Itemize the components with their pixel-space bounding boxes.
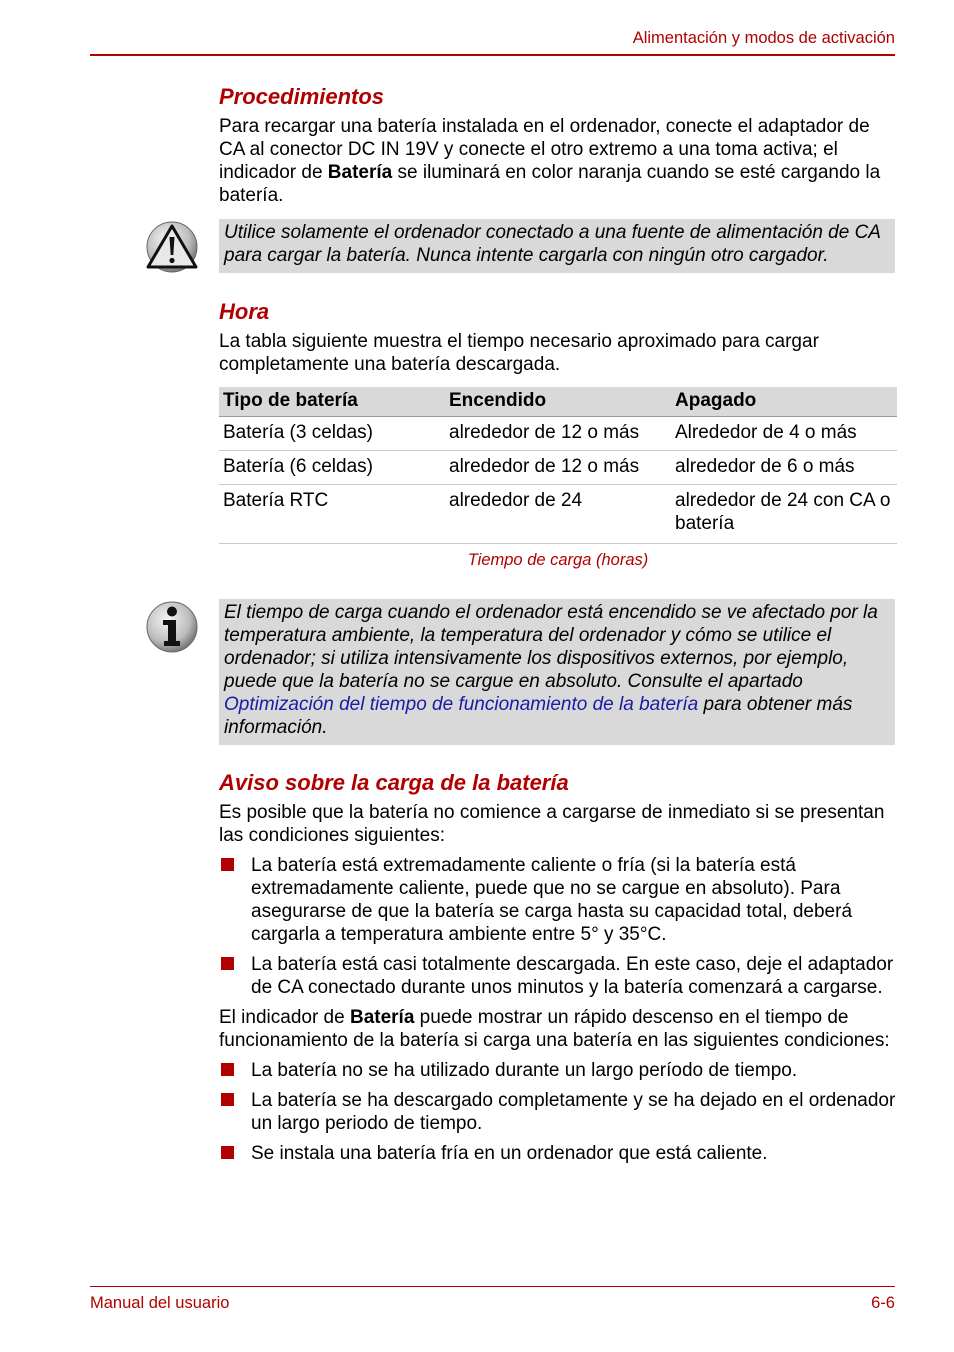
table-cell: Batería (3 celdas) (219, 417, 445, 451)
table-cell: alrededor de 12 o más (445, 417, 671, 451)
warning-note-text: Utilice solamente el ordenador conectado a una fuente de alimentación de CA para cargar la batería. Nunca intente cargarla con ningún otro cargador. (224, 222, 881, 266)
heading-procedimientos: Procedimientos (219, 84, 385, 109)
table-cell: Batería (6 celdas) (219, 451, 445, 485)
info-note (219, 599, 895, 745)
running-header: Alimentación y modos de activación (632, 29, 895, 47)
table-cell: alrededor de 24 con CA o batería (671, 485, 897, 544)
table-cell: alrededor de 6 o más (671, 451, 897, 485)
list-item: Se instala una batería fría en un ordenador que está caliente. (219, 1142, 897, 1165)
table-cell: Alrededor de 4 o más (671, 417, 897, 451)
charge-time-table (219, 387, 897, 544)
table-row (219, 485, 897, 544)
list-item: La batería está extremadamente caliente o fría (si la batería está extremadamente caliente, puede que no se cargue en absoluto). Para asegurarse de que la batería se carga hasta su capacidad total, deberá cargarla a temperatura ambiente entre 5° y 35°C. (219, 854, 897, 946)
hora-intro: La tabla siguiente muestra el tiempo necesario aproximado para cargar completamente una batería descargada. (219, 331, 819, 375)
table-cell: Batería RTC (219, 485, 445, 544)
table-header-row (219, 387, 897, 417)
table-header-cell: Apagado (671, 387, 897, 417)
table-cell: alrededor de 12 o más (445, 451, 671, 485)
procedimientos-paragraph: Para recargar una batería instalada en el ordenador, conecte el adaptador de CA al conector DC IN 19V y conecte el otro extremo a una toma activa; el indicador de Batería se iluminará en color naranja cuando se esté cargando la batería. (219, 116, 881, 206)
cross-reference-link[interactable]: Optimización del tiempo de funcionamiento de la batería (224, 694, 699, 715)
header-rule (90, 54, 895, 56)
table-row (219, 417, 897, 451)
footer-manual-title: Manual del usuario (90, 1294, 230, 1312)
square-bullet-icon (221, 1146, 234, 1159)
table-header-cell: Encendido (445, 387, 671, 417)
heading-hora: Hora (219, 299, 270, 324)
info-note-text: El tiempo de carga cuando el ordenador está encendido se ve afectado por la temperatura ambiente, la temperatura del ordenador y cómo se utilice el ordenador; si utiliza intensivamente los dispositivos externos, por ejemplo, puede que la batería no se cargue en absoluto. Consulte el apartado Optimización del tiempo de funcionamiento de la batería para obtener más información. (224, 602, 878, 738)
page-content (219, 84, 897, 1165)
aviso-intro: Es posible que la batería no comience a cargarse de inmediato si se presentan las condiciones siguientes: (219, 802, 885, 846)
list-item: La batería está casi totalmente descargada. En este caso, deje el adaptador de CA conectado durante unos minutos y la batería comenzará a cargarse. (219, 953, 897, 999)
square-bullet-icon (221, 1093, 234, 1106)
bullet-list-indicator (219, 1059, 897, 1165)
list-item: La batería se ha descargado completamente y se ha dejado en el ordenador un largo periodo de tiempo. (219, 1089, 897, 1135)
square-bullet-icon (221, 1063, 234, 1076)
aviso-paragraph-2: El indicador de Batería puede mostrar un rápido descenso en el tiempo de funcionamiento de la batería si carga una batería en las siguientes condiciones: (219, 1007, 890, 1051)
square-bullet-icon (221, 858, 234, 871)
warning-triangle-icon (144, 219, 200, 275)
bullet-list-conditions (219, 854, 897, 999)
table-header-cell: Tipo de batería (219, 387, 445, 417)
table-cell: alrededor de 24 (445, 485, 671, 544)
list-item: La batería no se ha utilizado durante un largo período de tiempo. (219, 1059, 897, 1082)
table-caption: Tiempo de carga (horas) (467, 551, 649, 569)
heading-aviso: Aviso sobre la carga de la batería (219, 770, 569, 795)
square-bullet-icon (221, 957, 234, 970)
footer-rule (90, 1286, 895, 1287)
info-icon (144, 599, 200, 655)
warning-note (219, 219, 895, 273)
page-number: 6-6 (871, 1294, 895, 1312)
table-row (219, 451, 897, 485)
